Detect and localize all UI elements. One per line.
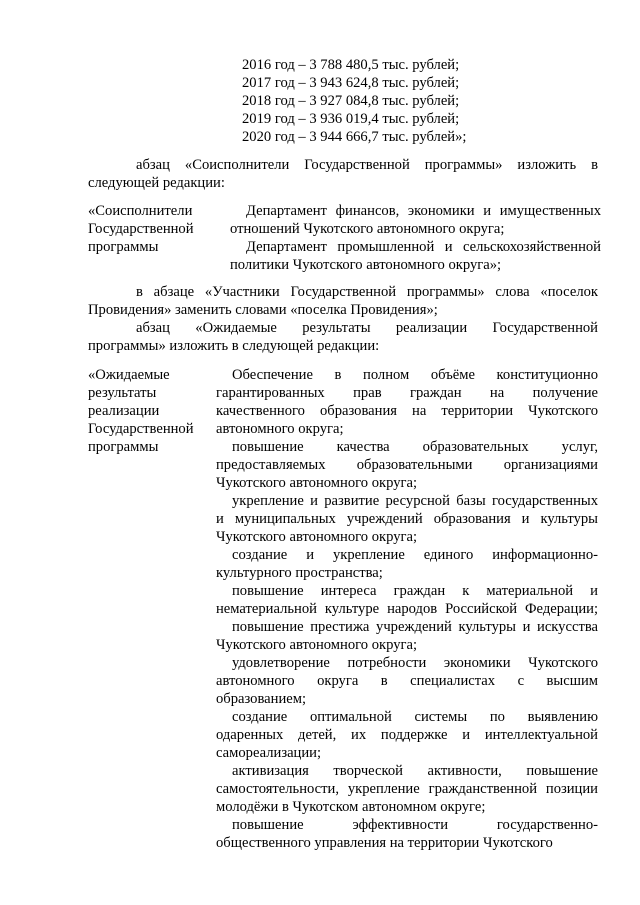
paragraph-line: следующей редакции: xyxy=(88,175,225,191)
table-value-line: повышение престижа учреждений культуры и искусства xyxy=(232,619,598,635)
table-value-line: активизация творческой активности, повышение xyxy=(232,763,598,779)
table-label-line: результаты xyxy=(88,385,157,401)
table-value-line: образованием; xyxy=(216,691,307,707)
table-label-line: «Ожидаемые xyxy=(88,367,170,383)
table-value-line: Департамент финансов, экономики и имущественных xyxy=(246,203,601,219)
funding-line: 2020 год – 3 944 666,7 тыс. рублей»; xyxy=(242,129,467,145)
table-value-line: повышение интереса граждан к материальной и xyxy=(232,583,598,599)
table-value-line: Департамент промышленной и сельскохозяйственной xyxy=(246,239,601,255)
table-value-line: автономного округа в специалистах с высшим xyxy=(216,673,598,689)
table-value-line: создание и укрепление единого информационно- xyxy=(232,547,598,563)
table-value-line: предоставляемых образовательными организациями xyxy=(216,457,598,473)
table-value-line: укрепление и развитие ресурсной базы государственных xyxy=(232,493,598,509)
table-value-line: Чукотского автономного округа; xyxy=(216,475,418,491)
table-value-line: одаренных детей, их поддержке и интеллектуальной xyxy=(216,727,598,743)
funding-line: 2019 год – 3 936 019,4 тыс. рублей; xyxy=(242,111,460,127)
table-value-line: нематериальной культуре народов Российской Федерации; xyxy=(216,601,598,617)
paragraph-line: абзац «Соисполнители Государственной программы» изложить в xyxy=(136,157,598,173)
table-value-line: молодёжи в Чукотском автономном округе; xyxy=(216,799,486,815)
table-label-line: «Соисполнители xyxy=(88,203,193,219)
table-value-line: Обеспечение в полном объёме конституционно xyxy=(232,367,598,383)
table-label-line: программы xyxy=(88,439,159,455)
table-value-line: гарантированных прав граждан на получение xyxy=(216,385,598,401)
table-value-line: Чукотского автономного округа; xyxy=(216,637,418,653)
table-label-line: Государственной xyxy=(88,221,194,237)
table-label-line: программы xyxy=(88,239,159,255)
funding-line: 2017 год – 3 943 624,8 тыс. рублей; xyxy=(242,75,460,91)
table-value-line: создание оптимальной системы по выявлению xyxy=(232,709,598,725)
table-value-line: повышение качества образовательных услуг, xyxy=(232,439,598,455)
table-value-line: самостоятельности, укрепление гражданственной позиции xyxy=(216,781,598,797)
funding-line: 2018 год – 3 927 084,8 тыс. рублей; xyxy=(242,93,460,109)
paragraph-line: Провидения» заменить словами «поселка Провидения»; xyxy=(88,302,438,318)
paragraph-line: в абзаце «Участники Государственной программы» слова «поселок xyxy=(136,284,598,300)
paragraph-line: программы» изложить в следующей редакции: xyxy=(88,338,380,354)
table-value-line: и муниципальных учреждений образования и культуры xyxy=(216,511,598,527)
paragraph-line: абзац «Ожидаемые результаты реализации Государственной xyxy=(136,320,598,336)
table-label-line: реализации xyxy=(88,403,160,419)
table-value-line: отношений Чукотского автономного округа; xyxy=(230,221,505,237)
table-value-line: политики Чукотского автономного округа»; xyxy=(230,257,502,273)
table-value-line: автономного округа; xyxy=(216,421,344,437)
table-value-line: удовлетворение потребности экономики Чукотского xyxy=(232,655,598,671)
funding-line: 2016 год – 3 788 480,5 тыс. рублей; xyxy=(242,57,460,73)
table-label-line: Государственной xyxy=(88,421,194,437)
table-value-line: Чукотского автономного округа; xyxy=(216,529,418,545)
table-value-line: самореализации; xyxy=(216,745,322,761)
table-value-line: повышение эффективности государственно- xyxy=(232,817,598,833)
table-value-line: культурного пространства; xyxy=(216,565,383,581)
table-value-line: качественного образования на территории Чукотского xyxy=(216,403,598,419)
table-value-line: общественного управления на территории Чукотского xyxy=(216,835,553,851)
